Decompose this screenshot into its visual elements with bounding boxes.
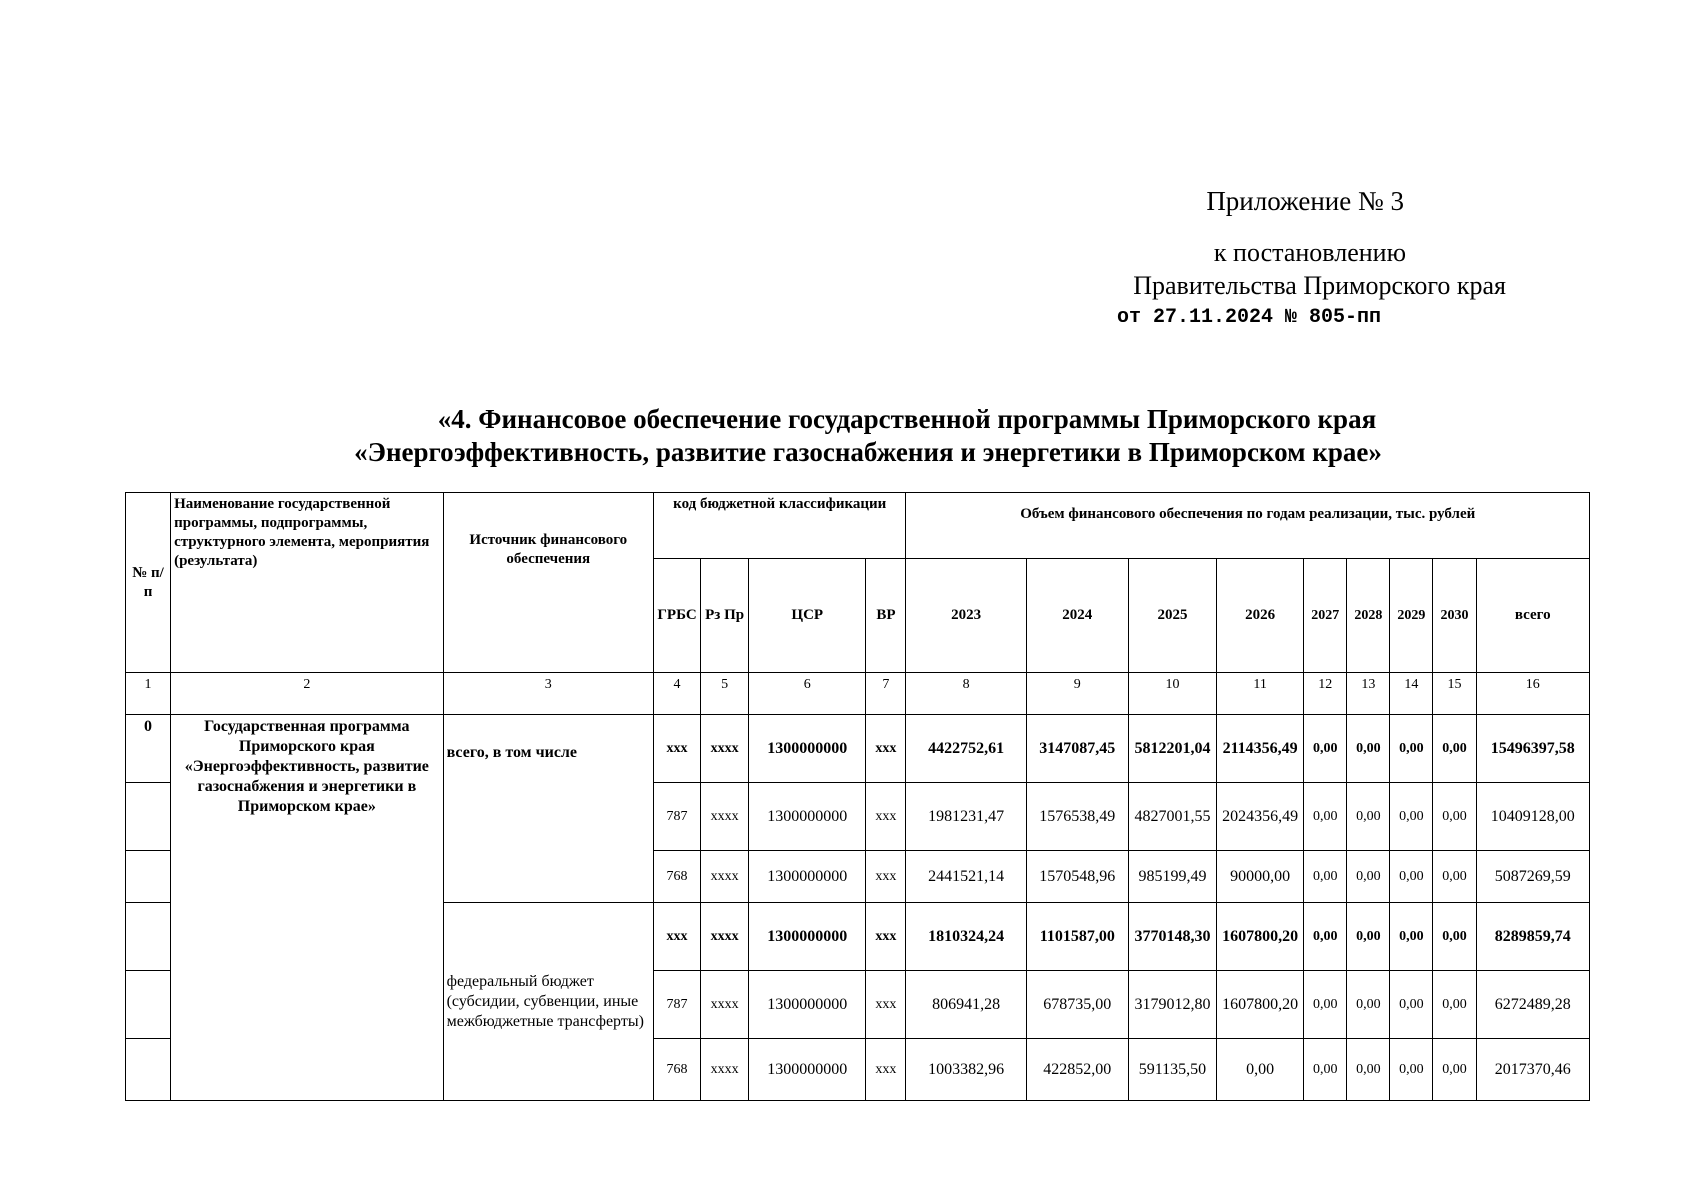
cell-2024: 422852,00 (1026, 1039, 1128, 1101)
cell-rzpr: хххх (701, 715, 749, 783)
column-number: 3 (443, 673, 653, 715)
cell-vr: ххх (866, 903, 906, 971)
column-number: 5 (701, 673, 749, 715)
cell-2024: 1101587,00 (1026, 903, 1128, 971)
cell-total: 10409128,00 (1476, 783, 1589, 851)
column-number: 2 (171, 673, 444, 715)
column-number: 14 (1390, 673, 1433, 715)
header-name: Наименование государственной программы, подпрограммы, структурного элемента, мероприятия (результата) (171, 493, 444, 673)
cell-2028: 0,00 (1347, 783, 1390, 851)
government-label: Правительства Приморского края (1133, 271, 1506, 300)
cell-rzpr: хххх (701, 903, 749, 971)
column-number: 13 (1347, 673, 1390, 715)
cell-total: 2017370,46 (1476, 1039, 1589, 1101)
cell-2025: 5812201,04 (1128, 715, 1216, 783)
cell-total: 15496397,58 (1476, 715, 1589, 783)
program-number: 0 (126, 715, 171, 783)
column-number: 10 (1128, 673, 1216, 715)
cell-csr: 1300000000 (749, 715, 866, 783)
column-number: 4 (654, 673, 701, 715)
cell-2023: 2441521,14 (906, 851, 1026, 903)
cell-2025: 3770148,30 (1128, 903, 1216, 971)
header-num: № п/п (126, 493, 171, 673)
cell-2028: 0,00 (1347, 851, 1390, 903)
cell-2023: 1981231,47 (906, 783, 1026, 851)
cell-2026: 90000,00 (1217, 851, 1304, 903)
header-volume: Объем финансового обеспечения по годам реализации, тыс. рублей (906, 493, 1590, 559)
cell-2025: 985199,49 (1128, 851, 1216, 903)
cell-2027: 0,00 (1304, 903, 1347, 971)
column-number: 1 (126, 673, 171, 715)
column-number: 12 (1304, 673, 1347, 715)
cell-2028: 0,00 (1347, 971, 1390, 1039)
cell-2029: 0,00 (1390, 783, 1433, 851)
empty-num-cell (126, 971, 171, 1039)
empty-num-cell (126, 903, 171, 971)
cell-grbs: ххх (654, 715, 701, 783)
cell-2027: 0,00 (1304, 1039, 1347, 1101)
cell-csr: 1300000000 (749, 903, 866, 971)
cell-2023: 1810324,24 (906, 903, 1026, 971)
header-source: Источник финансового обеспечения (443, 493, 653, 673)
cell-2023: 806941,28 (906, 971, 1026, 1039)
column-number: 11 (1217, 673, 1304, 715)
cell-2028: 0,00 (1347, 1039, 1390, 1101)
cell-grbs: 787 (654, 783, 701, 851)
cell-2026: 0,00 (1217, 1039, 1304, 1101)
date-number-stamp: от 27.11.2024 № 805-пп (1116, 306, 1381, 329)
cell-2027: 0,00 (1304, 715, 1347, 783)
cell-2027: 0,00 (1304, 783, 1347, 851)
cell-2025: 4827001,55 (1128, 783, 1216, 851)
cell-csr: 1300000000 (749, 971, 866, 1039)
cell-grbs: 787 (654, 971, 701, 1039)
cell-2025: 591135,50 (1128, 1039, 1216, 1101)
header-2024: 2024 (1026, 559, 1128, 673)
cell-2024: 1570548,96 (1026, 851, 1128, 903)
program-name: Государственная программа Приморского края «Энергоэффективность, развитие газоснабжения и энергетики в Приморском крае» (171, 715, 444, 1101)
cell-csr: 1300000000 (749, 783, 866, 851)
column-number: 8 (906, 673, 1026, 715)
empty-num-cell (126, 1039, 171, 1101)
column-number: 9 (1026, 673, 1128, 715)
cell-grbs: ххх (654, 903, 701, 971)
cell-2027: 0,00 (1304, 971, 1347, 1039)
header-budget-code: код бюджетной классификации (654, 493, 906, 559)
document-title-line1: «4. Финансовое обеспечение государственной программы Приморского края (437, 404, 1377, 434)
cell-rzpr: хххх (701, 1039, 749, 1101)
cell-2023: 1003382,96 (906, 1039, 1026, 1101)
cell-2023: 4422752,61 (906, 715, 1026, 783)
source-federal: федеральный бюджет (субсидии, субвенции, иные межбюджетные трансферты) (443, 903, 653, 1101)
header-2025: 2025 (1128, 559, 1216, 673)
header-2023: 2023 (906, 559, 1026, 673)
header-vr: ВР (866, 559, 906, 673)
cell-vr: ххх (866, 715, 906, 783)
cell-2024: 3147087,45 (1026, 715, 1128, 783)
cell-grbs: 768 (654, 851, 701, 903)
cell-2027: 0,00 (1304, 851, 1347, 903)
header-grbs: ГРБС (654, 559, 701, 673)
cell-csr: 1300000000 (749, 851, 866, 903)
cell-vr: ххх (866, 851, 906, 903)
cell-vr: ххх (866, 1039, 906, 1101)
header-2026: 2026 (1217, 559, 1304, 673)
cell-2029: 0,00 (1390, 715, 1433, 783)
cell-csr: 1300000000 (749, 1039, 866, 1101)
appendix-label: Приложение № 3 (1206, 186, 1404, 216)
cell-2028: 0,00 (1347, 903, 1390, 971)
cell-2026: 2114356,49 (1217, 715, 1304, 783)
cell-2024: 678735,00 (1026, 971, 1128, 1039)
empty-num-cell (126, 851, 171, 903)
document-title-line2: «Энергоэффективность, развитие газоснабжения и энергетики в Приморском крае» (354, 437, 1382, 467)
cell-2029: 0,00 (1390, 903, 1433, 971)
header-2029: 2029 (1390, 559, 1433, 673)
header-2028: 2028 (1347, 559, 1390, 673)
cell-2025: 3179012,80 (1128, 971, 1216, 1039)
empty-num-cell (126, 783, 171, 851)
cell-2029: 0,00 (1390, 971, 1433, 1039)
cell-rzpr: хххх (701, 971, 749, 1039)
header-total: всего (1476, 559, 1589, 673)
header-rzpr: Рз Пр (701, 559, 749, 673)
cell-total: 6272489,28 (1476, 971, 1589, 1039)
cell-rzpr: хххх (701, 783, 749, 851)
cell-2026: 1607800,20 (1217, 903, 1304, 971)
cell-grbs: 768 (654, 1039, 701, 1101)
cell-2029: 0,00 (1390, 1039, 1433, 1101)
column-number: 16 (1476, 673, 1589, 715)
cell-2026: 1607800,20 (1217, 971, 1304, 1039)
header-2030: 2030 (1433, 559, 1476, 673)
column-number: 6 (749, 673, 866, 715)
header-2027: 2027 (1304, 559, 1347, 673)
financing-table (125, 492, 1590, 1101)
cell-total: 5087269,59 (1476, 851, 1589, 903)
cell-2030: 0,00 (1433, 1039, 1476, 1101)
cell-2030: 0,00 (1433, 971, 1476, 1039)
resolution-label: к постановлению (1213, 238, 1406, 267)
cell-rzpr: хххх (701, 851, 749, 903)
cell-2030: 0,00 (1433, 715, 1476, 783)
cell-2026: 2024356,49 (1217, 783, 1304, 851)
cell-2024: 1576538,49 (1026, 783, 1128, 851)
cell-vr: ххх (866, 971, 906, 1039)
header-csr: ЦСР (749, 559, 866, 673)
cell-2028: 0,00 (1347, 715, 1390, 783)
cell-2030: 0,00 (1433, 903, 1476, 971)
cell-2029: 0,00 (1390, 851, 1433, 903)
column-number: 7 (866, 673, 906, 715)
source-total: всего, в том числе (443, 715, 653, 903)
cell-total: 8289859,74 (1476, 903, 1589, 971)
cell-vr: ххх (866, 783, 906, 851)
cell-2030: 0,00 (1433, 783, 1476, 851)
cell-2030: 0,00 (1433, 851, 1476, 903)
column-number: 15 (1433, 673, 1476, 715)
